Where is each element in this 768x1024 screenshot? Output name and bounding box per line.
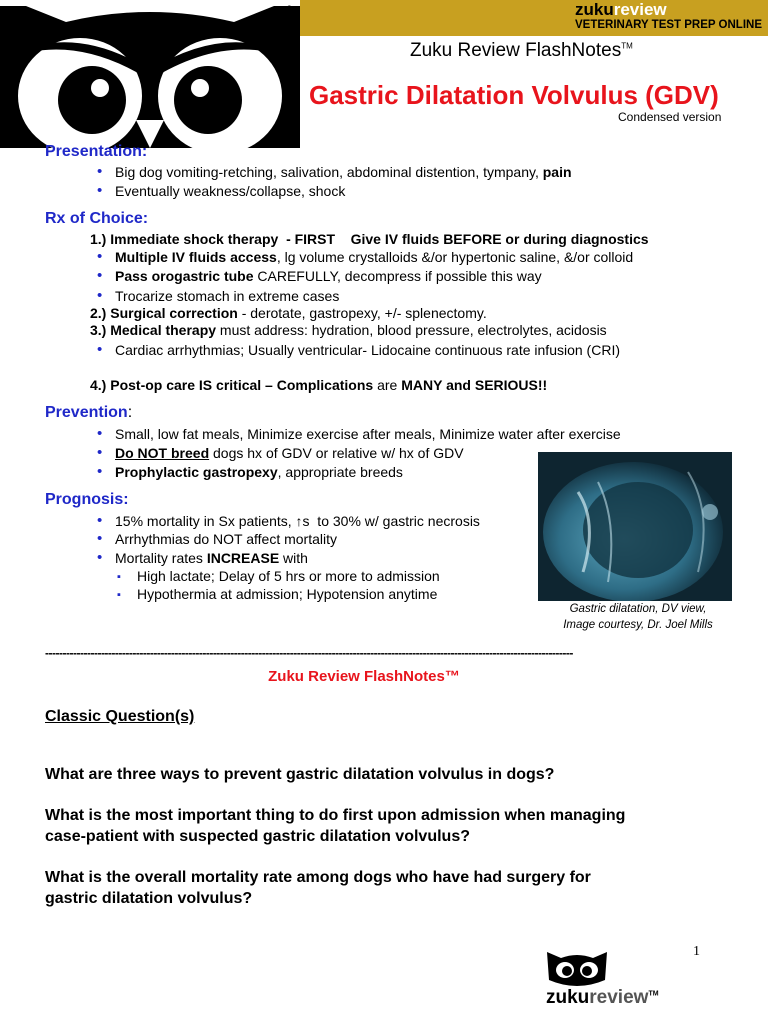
- flashnotes-label: Zuku Review FlashNotes™: [268, 668, 460, 685]
- xray-graphic: [538, 452, 732, 601]
- footer-logo-text: zukureview™: [546, 987, 659, 1008]
- condensed-label: Condensed version: [618, 110, 722, 124]
- prognosis-bullet-1: • 15% mortality in Sx patients, ↑s to 30% w/ gastric necrosis: [115, 512, 480, 530]
- prevention-bullet-3: • Prophylactic gastropexy, appropriate breeds: [115, 463, 403, 481]
- presentation-bullet-2: • Eventually weakness/collapse, shock: [115, 182, 345, 200]
- classic-questions-heading: Classic Question(s): [45, 708, 195, 725]
- question-1: What are three ways to prevent gastric dilatation volvulus in dogs?: [45, 766, 555, 783]
- prevention-bullet-1: • Small, low fat meals, Minimize exercise after meals, Minimize water after exercise: [115, 425, 621, 443]
- rx-item-1: 1.) Immediate shock therapy - FIRST Give IV fluids BEFORE or during diagnostics: [90, 231, 649, 247]
- question-3: What is the overall mortality rate among dogs who have had surgery for gastric dilatation volvulus?: [45, 869, 591, 907]
- prognosis-sub-2: ▪ Hypothermia at admission; Hypotension anytime: [137, 585, 437, 603]
- presentation-heading: Presentation:: [45, 143, 148, 160]
- brand-name: zukureview: [574, 0, 667, 19]
- prevention-heading: Prevention:: [45, 404, 133, 421]
- owl-logo-icon: [0, 0, 300, 148]
- divider-line: -------------------------------------------------------------------------------------------------------------------------------------------------------: [45, 646, 573, 660]
- rx-item-4: 4.) Post-op care IS critical – Complications are MANY and SERIOUS!!: [90, 377, 548, 393]
- page-title: Gastric Dilatation Volvulus (GDV): [309, 80, 719, 110]
- prevention-bullet-2: • Do NOT breed dogs hx of GDV or relative w/ hx of GDV: [115, 444, 464, 462]
- series-title: Zuku Review FlashNotes™: [410, 40, 633, 61]
- brand-tagline: VETERINARY TEST PREP ONLINE: [574, 19, 762, 31]
- rx-item-3: 3.) Medical therapy must address: hydration, blood pressure, electrolytes, acidosis: [90, 322, 607, 338]
- rx-item-2: 2.) Surgical correction - derotate, gastropexy, +/- splenectomy.: [90, 305, 487, 321]
- brand-block: [575, 1, 762, 31]
- prognosis-heading: Prognosis:: [45, 491, 129, 508]
- rx-item-3-bullet-1: • Cardiac arrhythmias; Usually ventricular- Lidocaine continuous rate infusion (CRI): [115, 341, 620, 359]
- rx-item-1-bullet-3: • Trocarize stomach in extreme cases: [115, 287, 339, 305]
- page-number: 1: [693, 944, 700, 959]
- rx-heading: Rx of Choice:: [45, 210, 149, 227]
- image-caption: Gastric dilatation, DV view, Image courtesy, Dr. Joel Mills: [563, 603, 713, 631]
- prognosis-bullet-2: • Arrhythmias do NOT affect mortality: [115, 530, 337, 548]
- prognosis-sub-1: ▪ High lactate; Delay of 5 hrs or more to admission: [137, 567, 440, 585]
- up-arrow-icon: ↑: [295, 513, 303, 529]
- presentation-bullet-1: • Big dog vomiting-retching, salivation, abdominal distention, tympany, pain: [115, 163, 572, 181]
- rx-item-1-bullet-2: • Pass orogastric tube CAREFULLY, decompress if possible this way: [115, 267, 542, 285]
- owl-footer-icon: [543, 950, 611, 990]
- question-2: What is the most important thing to do first upon admission when managing case-patient with suspected gastric dilatation volvulus?: [45, 807, 626, 845]
- prognosis-bullet-3: • Mortality rates INCREASE with: [115, 549, 308, 567]
- registered-mark: ®: [286, 4, 293, 14]
- rx-item-1-bullet-1: • Multiple IV fluids access, lg volume crystalloids &/or hypertonic saline, &/or colloid: [115, 248, 633, 266]
- xray-image: [538, 452, 732, 601]
